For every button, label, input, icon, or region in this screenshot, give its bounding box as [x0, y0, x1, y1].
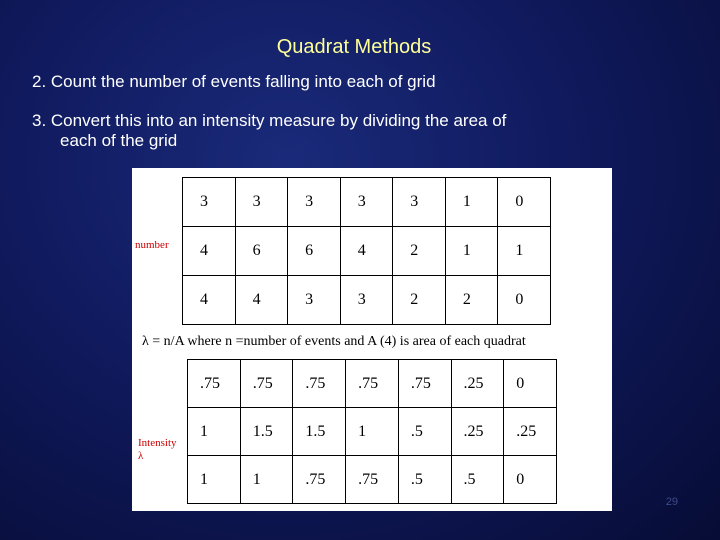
intensity-grid: [187, 359, 557, 504]
grid-cell: 1: [445, 227, 498, 276]
grid-cell: 0: [498, 178, 551, 227]
quadrat-figure: [132, 168, 612, 511]
slide-title: Quadrat Methods: [276, 36, 432, 58]
grid-cell: .75: [346, 456, 399, 504]
grid-cell: 0: [504, 456, 557, 504]
grid-cell: .75: [188, 360, 241, 408]
grid-cell: 1: [346, 408, 399, 456]
grid-cell: .5: [398, 408, 451, 456]
grid-cell: .75: [293, 360, 346, 408]
grid-cell: 6: [235, 227, 288, 276]
grid-row: [183, 178, 551, 227]
grid-row: [188, 456, 557, 504]
grid-cell: 6: [288, 227, 341, 276]
grid-row: [188, 360, 557, 408]
grid-cell: 2: [393, 227, 446, 276]
bullet-line-1: 3. Convert this into an intensity measure by dividing the area of: [32, 111, 507, 130]
grid-cell: 3: [288, 178, 341, 227]
grid-cell: 0: [504, 360, 557, 408]
grid-cell: 3: [340, 276, 393, 325]
grid-cell: .5: [398, 456, 451, 504]
grid-cell: 4: [235, 276, 288, 325]
grid-row: [188, 408, 557, 456]
grid-cell: 4: [183, 276, 236, 325]
grid-cell: 3: [183, 178, 236, 227]
page-number: 29: [665, 496, 678, 508]
grid-row: [183, 227, 551, 276]
grid-cell: 1: [188, 408, 241, 456]
intensity-label-text: Intensity: [138, 437, 177, 449]
grid-cell: .75: [240, 360, 293, 408]
number-label: number: [135, 239, 169, 251]
grid-cell: .75: [346, 360, 399, 408]
grid-cell: 2: [445, 276, 498, 325]
grid-cell: 3: [393, 178, 446, 227]
grid-cell: .75: [293, 456, 346, 504]
grid-cell: 2: [393, 276, 446, 325]
grid-cell: 1.5: [240, 408, 293, 456]
intensity-formula: λ = n/A where n =number of events and A (4) is area of each quadrat: [142, 334, 526, 349]
grid-cell: 4: [340, 227, 393, 276]
grid-cell: .75: [398, 360, 451, 408]
intensity-label: [138, 437, 177, 463]
number-grid: [182, 177, 551, 325]
grid-cell: 1: [445, 178, 498, 227]
grid-row: [183, 276, 551, 325]
grid-cell: 1: [188, 456, 241, 504]
grid-cell: 0: [498, 276, 551, 325]
grid-cell: 1: [498, 227, 551, 276]
bullet-convert-intensity: [32, 111, 682, 151]
grid-cell: .25: [504, 408, 557, 456]
lambda-symbol: λ: [138, 450, 144, 462]
grid-cell: .25: [451, 360, 504, 408]
grid-cell: 1: [240, 456, 293, 504]
grid-cell: .25: [451, 408, 504, 456]
grid-cell: 4: [183, 227, 236, 276]
grid-cell: 3: [340, 178, 393, 227]
bullet-count-events: 2. Count the number of events falling into each of grid: [32, 72, 436, 91]
grid-cell: 3: [288, 276, 341, 325]
bullet-line-2: each of the grid: [60, 131, 178, 150]
grid-cell: 1.5: [293, 408, 346, 456]
grid-cell: .5: [451, 456, 504, 504]
grid-cell: 3: [235, 178, 288, 227]
